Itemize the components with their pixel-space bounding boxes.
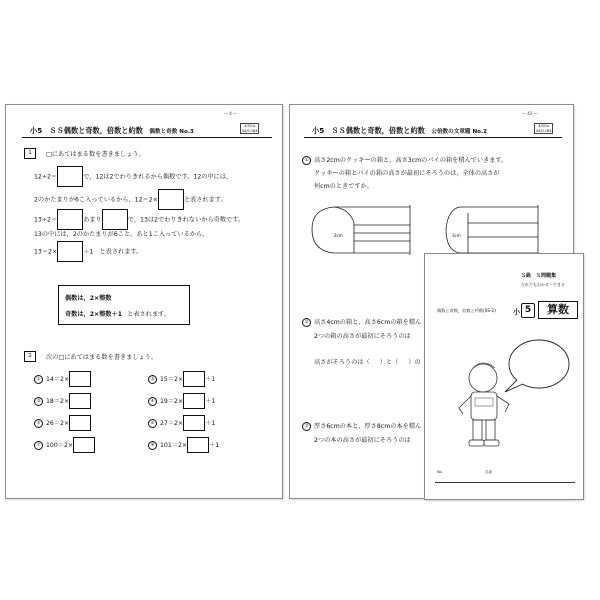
exercise-item: ⑥ 27＝2× ＋1 [148, 415, 215, 431]
field-index: No. [437, 470, 443, 474]
exercise-item: ① 14＝2× [34, 371, 91, 387]
answer-box[interactable] [73, 437, 95, 453]
grade-box: 5 [521, 303, 535, 318]
answer-box[interactable] [69, 415, 91, 431]
question-line: 2つの本の高さが最初にそろうのは [314, 437, 411, 444]
question-line: 13の中には，2のかたまりが6こと，あと1こ入っているから， [34, 231, 209, 238]
exercise-item: ⑧ 101＝2× ＋1 [148, 437, 219, 453]
answer-box[interactable] [57, 209, 83, 230]
code-stamp: 4/5/1a 04/0-1B4 [536, 124, 552, 133]
page-number: — 4 — [224, 111, 238, 116]
worksheet-left [5, 104, 283, 499]
question-line: ③ 厚さ6cmの本と，厚さ8cmの本を積ん [302, 421, 421, 431]
answer-box[interactable] [57, 166, 83, 187]
question-line: 12÷2＝ で，12は2でわりきれるから偶数です。12の中には， [34, 166, 232, 187]
exercise-item: ③ 18＝2× [34, 393, 91, 409]
answer-box[interactable] [183, 415, 205, 431]
question-instruction: 次の□にあてはまる数を書きましょう。 [46, 354, 158, 361]
question-instruction: □にあてはまる数を書きましょう。 [46, 151, 145, 158]
question-number: 2 [24, 351, 36, 362]
answer-box[interactable] [102, 209, 128, 230]
figure-label: 3cm [452, 233, 461, 238]
code-stamp: 4/5/1a 04/0-1B4 [242, 124, 258, 133]
question-line: ② 高さ4cmの箱と，高さ6cmの箱を積ん [302, 317, 421, 327]
title-rule [22, 137, 272, 138]
answer-box[interactable] [158, 189, 184, 210]
question-line: 13＝2× ＋1 と表されます。 [34, 241, 142, 262]
question-line: 高さがそろうのは（ ）と（ ）の [314, 359, 421, 366]
worksheet-title: 小5 ＳＳ偶数と奇数，倍数と約数 公倍数の文章題 No.2 [312, 126, 487, 135]
worksheet-title: 小5 ＳＳ偶数と奇数，倍数と約数 偶数と奇数 No.3 [30, 126, 194, 135]
answer-box[interactable] [187, 437, 209, 453]
question-number: 1 [24, 148, 36, 159]
summary-box: 偶数は，2×整数 奇数は，2×整数＋1 と表されます。 [58, 285, 190, 325]
question-line: 2のかたまりが6こ入っているから，12＝2× と表されます。 [34, 189, 227, 210]
name-field-label: 名前 [485, 470, 493, 474]
page-number: — 42 — [522, 111, 538, 116]
title-rule [304, 137, 562, 138]
answer-box[interactable] [69, 371, 91, 387]
exercise-item: ⑦ 100＝2× [34, 437, 95, 453]
exercise-item: ⑤ 26＝2× [34, 415, 91, 431]
subject-box: 算数 [538, 301, 578, 319]
workbook-cover [424, 253, 584, 500]
exercise-item: ② 15＝2× ＋1 [148, 371, 215, 387]
question-line: ① 高さ2cmのクッキーの箱と，高さ3cmのパイの箱を積んでいきます。 [302, 155, 507, 165]
cover-topic: 偶数と奇数，倍数と約数(SS-2) [437, 308, 496, 313]
question-line: 2つの箱の高さが最初にそろうのは [314, 333, 411, 340]
mascot-illustration [455, 336, 575, 456]
name-field[interactable] [435, 476, 575, 483]
answer-box[interactable] [57, 241, 83, 262]
series-tagline: だれでもわかる・できる [521, 282, 565, 287]
question-line: クッキーの箱とパイの箱の高さが最初にそろうのは，全体の高さが [314, 170, 500, 177]
question-line: 13÷2＝ あまり で，13は2でわりきれないから奇数です。 [34, 209, 244, 230]
answer-box[interactable] [183, 371, 205, 387]
question-line: 何cmのときですか。 [314, 183, 373, 190]
grade-prefix: 小 [513, 308, 520, 316]
answer-box[interactable] [69, 393, 91, 409]
figure-label: 2cm [334, 233, 343, 238]
exercise-item: ④ 19＝2× ＋1 [148, 393, 215, 409]
answer-box[interactable] [183, 393, 205, 409]
series-title: Ｓ級 Ｓ問題集 [521, 273, 557, 279]
